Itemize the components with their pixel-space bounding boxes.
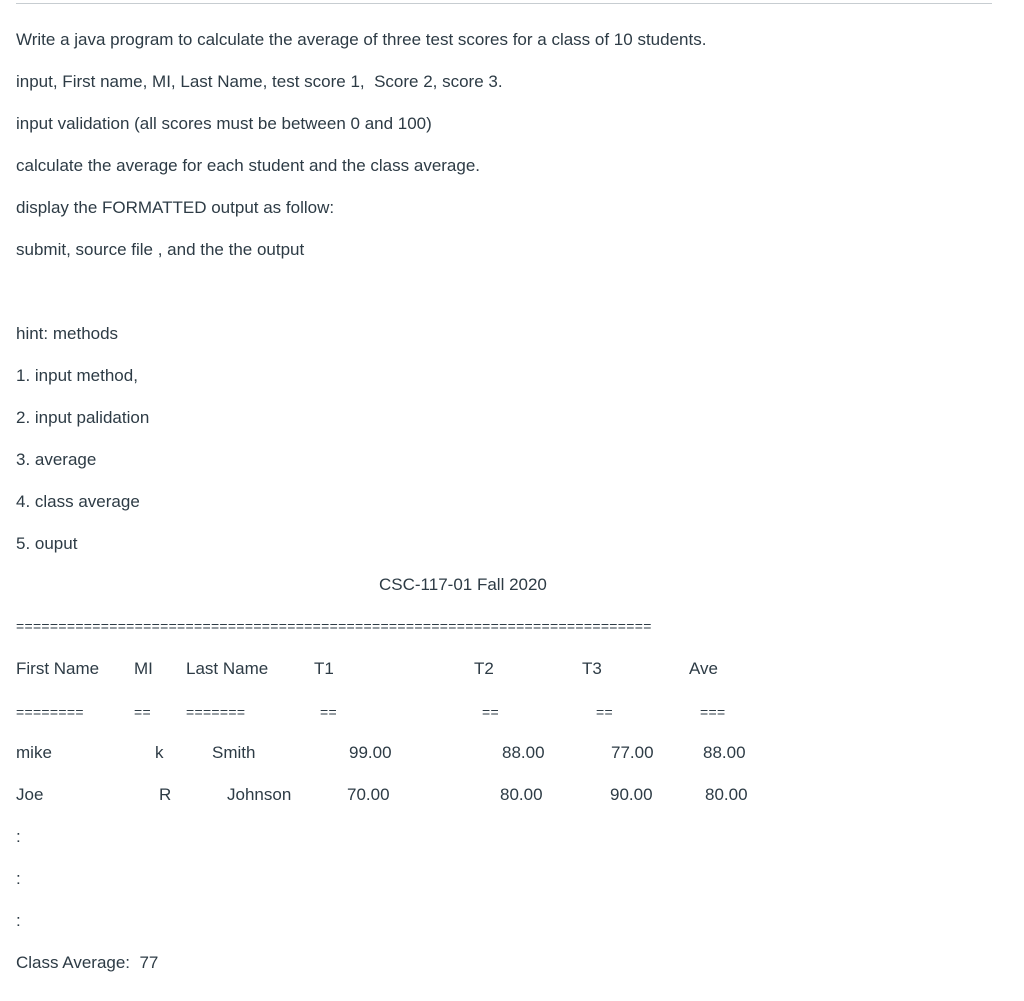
table-row-2-last: Johnson (227, 785, 292, 804)
table-row-2-t1: 70.00 (347, 785, 390, 804)
top-divider (16, 3, 992, 4)
ellipsis-1: : (16, 827, 21, 846)
table-row-2-ave: 80.00 (705, 785, 748, 804)
intro-line-3: input validation (all scores must be between 0 and 100) (16, 114, 432, 133)
header-mi: MI (134, 659, 153, 678)
hint-item-5: 5. ouput (16, 534, 78, 553)
report-rule: =========================================================================== (16, 618, 652, 634)
hint-item-1: 1. input method, (16, 366, 138, 385)
table-row-1-first: mike (16, 743, 52, 762)
ellipsis-2: : (16, 869, 21, 888)
hint-item-4: 4. class average (16, 492, 140, 511)
underline-mi: == (134, 704, 151, 720)
hint-item-2: 2. input palidation (16, 408, 150, 427)
underline-t2: == (482, 704, 499, 720)
underline-last-name: ======= (186, 704, 246, 720)
table-row-1-t3: 77.00 (611, 743, 654, 762)
underline-first-name: ======== (16, 704, 84, 720)
intro-line-5: display the FORMATTED output as follow: (16, 198, 335, 217)
header-ave: Ave (689, 659, 718, 678)
header-t1: T1 (314, 659, 334, 678)
header-last-name: Last Name (186, 659, 269, 678)
table-row-2-t3: 90.00 (610, 785, 653, 804)
table-row-1-ave: 88.00 (703, 743, 746, 762)
hint-heading: hint: methods (16, 324, 119, 343)
underline-ave: === (700, 704, 726, 720)
report-title: CSC-117-01 Fall 2020 (379, 575, 547, 594)
ellipsis-3: : (16, 911, 21, 930)
table-row-1-last: Smith (212, 743, 256, 762)
header-first-name: First Name (16, 659, 100, 678)
header-t2: T2 (474, 659, 494, 678)
table-row-2-first: Joe (16, 785, 44, 804)
intro-line-1: Write a java program to calculate the average of three test scores for a class of 10 students. (16, 30, 707, 49)
table-row-1-t2: 88.00 (502, 743, 545, 762)
hint-item-3: 3. average (16, 450, 97, 469)
intro-line-4: calculate the average for each student and the class average. (16, 156, 481, 175)
table-row-2-mi: R (159, 785, 172, 804)
table-row-2-t2: 80.00 (500, 785, 543, 804)
table-row-1-mi: k (155, 743, 164, 762)
underline-t3: == (596, 704, 613, 720)
intro-line-2: input, First name, MI, Last Name, test score 1, Score 2, score 3. (16, 72, 503, 91)
header-t3: T3 (582, 659, 602, 678)
class-average: Class Average: 77 (16, 953, 159, 972)
underline-t1: == (320, 704, 337, 720)
intro-line-6: submit, source file , and the the output (16, 240, 305, 259)
table-row-1-t1: 99.00 (349, 743, 392, 762)
